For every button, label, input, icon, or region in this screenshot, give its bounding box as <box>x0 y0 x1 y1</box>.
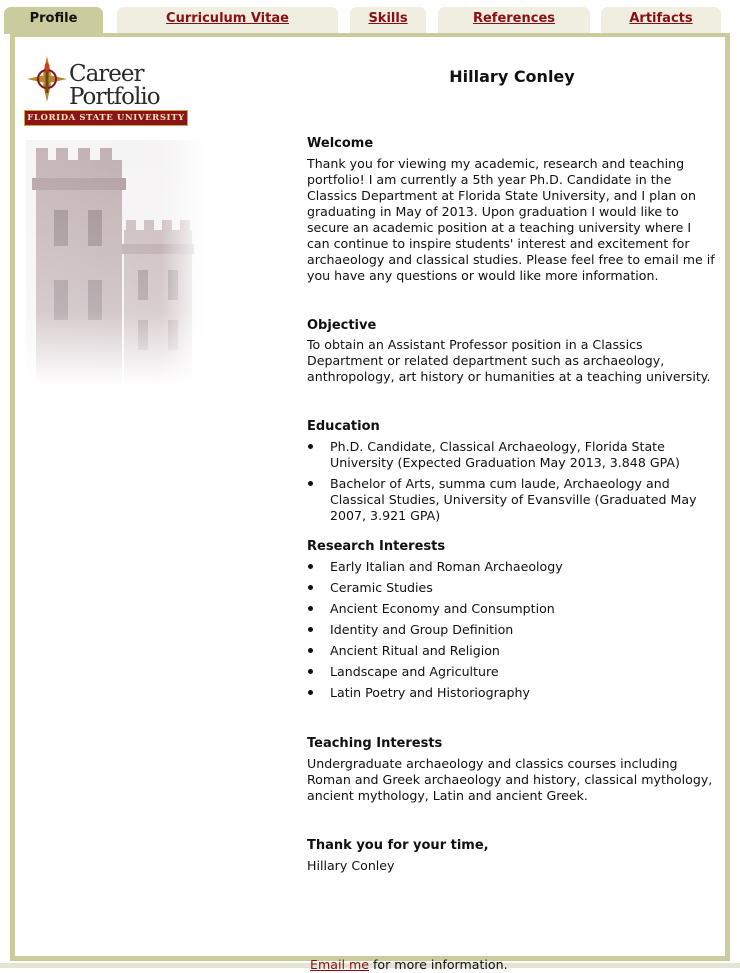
research-item: Identity and Group Definition <box>307 622 717 638</box>
research-item: Ceramic Studies <box>307 580 717 596</box>
research-item: Latin Poetry and Historiography <box>307 685 717 701</box>
research-heading: Research Interests <box>307 539 446 554</box>
thanks-heading: Thank you for your time, <box>307 838 489 853</box>
teaching-text: Undergraduate archaeology and classics courses including Roman and Greek archaeology and history, classical mythology, ancient mythology, Latin and ancient Greek. <box>307 756 713 803</box>
research-item: Ancient Economy and Consumption <box>307 601 717 617</box>
welcome-heading: Welcome <box>307 136 374 151</box>
tab-skills[interactable]: Skills <box>350 7 426 34</box>
objective-heading: Objective <box>307 318 377 333</box>
tab-artifacts[interactable]: Artifacts <box>601 7 721 34</box>
logo-portfolio-text: Portfolio <box>69 84 160 110</box>
objective-text: To obtain an Assistant Professor position in a Classics Department or related department such as archaeology, anthropology, art history or humanities at a teaching university. <box>307 337 711 384</box>
signature: Hillary Conley <box>307 858 395 873</box>
torch-compass-icon <box>26 54 68 104</box>
tab-profile[interactable]: Profile <box>4 7 103 34</box>
research-item: Ancient Ritual and Religion <box>307 643 717 659</box>
logo-career-text: Career <box>69 61 144 87</box>
logo-university-banner: FLORIDA STATE UNIVERSITY <box>24 110 188 126</box>
education-heading: Education <box>307 419 380 434</box>
tab-references[interactable]: References <box>438 7 590 34</box>
email-link[interactable]: Email me <box>310 957 369 972</box>
tab-bar <box>0 0 740 34</box>
research-item: Landscape and Agriculture <box>307 664 717 680</box>
research-item: Early Italian and Roman Archaeology <box>307 559 717 575</box>
page-title: Hillary Conley <box>449 67 575 86</box>
education-item: Bachelor of Arts, summa cum laude, Archaeology and Classical Studies, University of Evansville (Graduated May 2007, 3.921 GPA) <box>307 476 717 524</box>
teaching-heading: Teaching Interests <box>307 736 443 751</box>
email-line <box>302 941 508 973</box>
email-suffix: for more information. <box>368 957 508 972</box>
education-item: Ph.D. Candidate, Classical Archaeology, Florida State University (Expected Graduation May 2013, 3.848 GPA) <box>307 439 717 471</box>
education-list <box>307 439 717 524</box>
profile-content <box>307 62 717 874</box>
welcome-text: Thank you for viewing my academic, research and teaching portfolio! I am currently a 5th year Ph.D. Candidate in the Classics Department at Florida State University, and I plan on graduating in May of 2013. Upon graduation I would like to secure an academic position at a teaching university where I can continue to inspire students' interest and excitement for archaeology and classical studies. Please feel free to email me if you have any questions or would like more information. <box>307 156 715 283</box>
career-portfolio-logo <box>24 52 190 130</box>
research-list <box>307 559 717 701</box>
building-image <box>26 140 206 385</box>
tab-curriculum-vitae[interactable]: Curriculum Vitae <box>117 7 338 34</box>
